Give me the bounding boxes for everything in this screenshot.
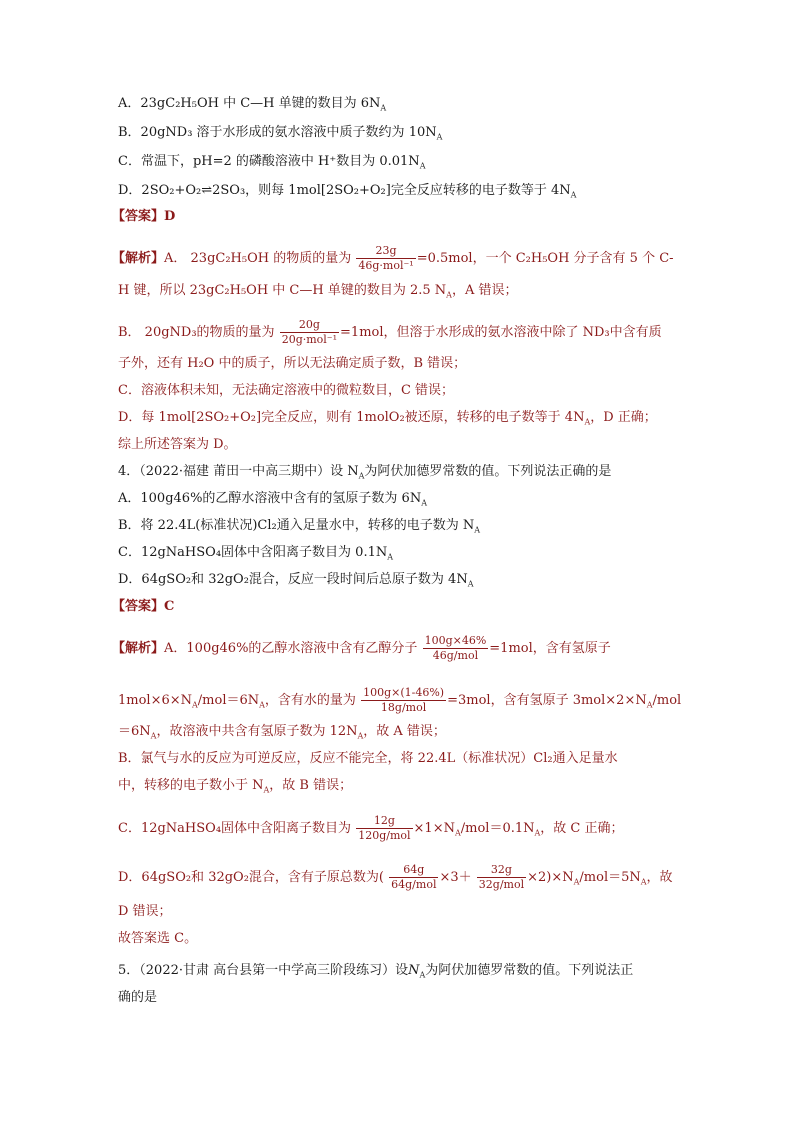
q4-analysis-a-cont: $1mol\times 6\times N_A/mol=6N_A$，含有水的量为 $\frac{100g\times(1-46\%)}{\text{18g/mol}}$ =3mol，含有氢原子 $3mol\times 2\times N_A$/mol	[118, 686, 682, 714]
q3-option-a: A．23gC₂H₅OH 中 C—H 单键的数目为 $6N_A$	[118, 96, 387, 113]
fraction: $\frac{100g\times 46\%}{\text{46g/mol}}$	[424, 634, 487, 662]
q4-analysis-d-cont: D 错误；	[118, 904, 172, 919]
fraction: $\frac{12g}{\text{120g/mol}}$	[358, 814, 411, 842]
q3-analysis-b: B． 20gND₃的物质的量为 $\frac{20g}{\text{20g·mol⁻¹}}$ =1mol，但溶于水形成的氨水溶液中除了 ND₃中含有质	[118, 318, 662, 346]
q3-answer: 【答案】D	[112, 209, 176, 224]
fraction: $\frac{64g}{\text{64g/mol}}$	[391, 863, 437, 891]
fraction: $\frac{100g\times(1-46\%)}{\text{18g/mol}}$	[363, 686, 445, 714]
q4-stem: 4．（2022·福建 莆田一中高三期中）设 $N_A$为阿伏加德罗常数的值。下列说法正确的是	[118, 464, 612, 481]
q3-option-d: D．2SO₂+O₂⇌2SO₃，则每 1mol[2SO₂+O₂]完全反应转移的电子数等于 $4N_A$	[118, 183, 577, 200]
q3-option-b: B．20gND₃ 溶于水形成的氨水溶液中质子数约为 $10N_A$	[118, 125, 443, 142]
q5-stem: 5．（2022·甘肃 高台县第一中学高三阶段练习）设$N_A$为阿伏加德罗常数的值。下列说法正	[118, 963, 634, 980]
q3-analysis-c: C．溶液体积未知，无法确定溶液中的微粒数目，C 错误；	[118, 383, 455, 398]
q4-analysis-c: C．12gNaHSO₄固体中含阳离子数目为 $\frac{12g}{\text{120g/mol}}$ $\times 1\times N_A/mol=0.1N_A$，故 C 正确；	[118, 814, 624, 842]
fraction: $\frac{23g}{\text{46g·mol⁻¹}}$	[358, 244, 414, 272]
q5-stem-cont: 确的是	[118, 990, 158, 1005]
q4-answer: 【答案】C	[112, 599, 175, 614]
q4-analysis-b: B．氯气与水的反应为可逆反应，反应不能完全，将 22.4L（标准状况）Cl₂通入足量水	[118, 751, 618, 766]
q3-analysis-d: D．每 1mol[2SO₂+O₂]完全反应，则有 1molO₂被还原，转移的电子数等于 $4N_A$，D 正确；	[118, 410, 657, 427]
q4-option-d: D．64gSO₂和 32gO₂混合，反应一段时间后总原子数为 $4N_A$	[118, 572, 474, 589]
q3-analysis-a-cont: H 键，所以 23gC₂H₅OH 中 C—H 单键的数目为 2.5 $N_A$，A 错误；	[118, 283, 518, 300]
q4-analysis-b-cont: 中，转移的电子数小于 $N_A$，故 B 错误；	[118, 778, 353, 795]
q4-analysis-a: 【解析】A．100g46%的乙醇水溶液中含有乙醇分子 $\frac{100g\times 46\%}{\text{46g/mol}}$ =1mol，含有氢原子	[112, 634, 611, 662]
fraction: $\frac{32g}{\text{32g/mol}}$	[478, 863, 525, 891]
q3-option-c: C．常温下，pH=2 的磷酸溶液中 H⁺数目为 $0.01N_A$	[118, 154, 426, 171]
q4-summary: 故答案选 C。	[118, 931, 198, 946]
q4-option-c: C．12gNaHSO₄固体中含阳离子数目为 $0.1N_A$	[118, 545, 394, 562]
q4-option-b: B．将 22.4L(标准状况)Cl₂通入足量水中，转移的电子数为 $N_A$	[118, 518, 481, 535]
q3-summary: 综上所述答案为 D。	[118, 437, 237, 452]
q4-option-a: A．100g46%的乙醇水溶液中含有的氢原子数为 $6N_A$	[118, 491, 427, 508]
q4-analysis-a-cont2: $=6N_A$，故溶液中共含有氢原子数为 $12N_A$，故 A 错误；	[118, 724, 446, 741]
fraction: $\frac{20g}{\text{20g·mol⁻¹}}$	[281, 318, 338, 346]
q3-analysis-b-cont: 子外，还有 H₂O 中的质子，所以无法确定质子数，B 错误；	[118, 356, 467, 371]
q3-analysis-a: 【解析】A． 23gC₂H₅OH 的物质的量为 $\frac{23g}{\text{46g·mol⁻¹}}$ =0.5mol，一个 C₂H₅OH 分子含有 5 个 C-	[112, 244, 674, 272]
q4-analysis-d: D．64gSO₂和 32gO₂混合，含有子原总数为( $\frac{64g}{\text{64g/mol}}$ ×3＋ $\frac{32g}{\text{32g/mol}}$ $\times 2)\times N_A/mol=5N_A$，故	[118, 863, 673, 891]
